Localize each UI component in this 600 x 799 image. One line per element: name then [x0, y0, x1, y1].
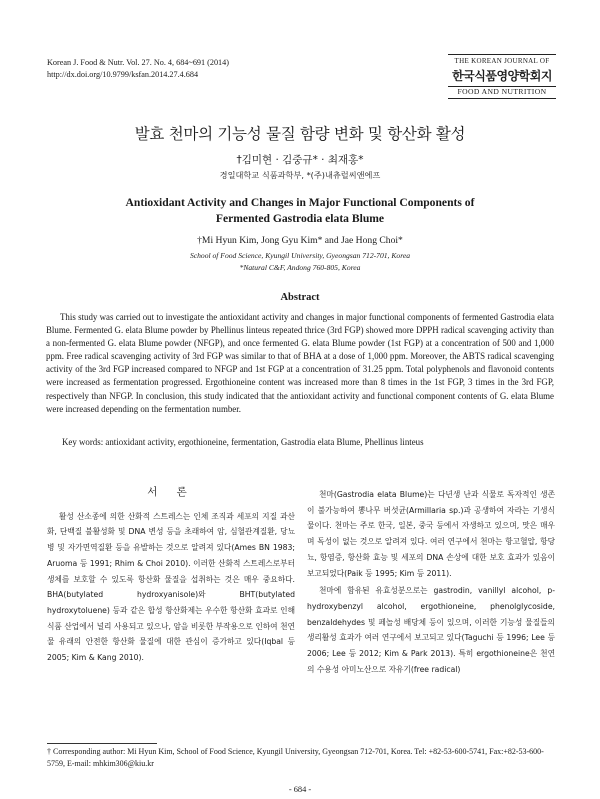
journal-logo — [448, 54, 556, 99]
keywords: Key words: antioxidant activity, ergothioneine, fermentation, Gastrodia elata Blume, Phellinus linteus — [62, 437, 424, 447]
intro-paragraph: 활성 산소종에 의한 산화적 스트레스는 인체 조직과 세포의 지질 과산화, 단백질 불활성화 및 DNA 변성 등을 초래하여 암, 심혈관계질환, 당뇨병 및 자가면역질환 등을 유발하는 것으로 알려져 있다(Ames BN 1983; Aruoma 등 1991; Rhim & Choi 2010). 이러한 산화적 스트레스로부터 생체를 보호할 수 있도록 항산화 물질을 섭취하는 것은 매우 중요하다. BHA(butylated hydroxyanisole)와 BHT(butylated hydroxytoluene) 등과 같은 합성 항산화제는 우수한 항산화 효과로 인해 식품 산업에서 널리 사용되고 있으나, 암을 비롯한 부작용으로 인하여 천연물 유래의 안전한 항산화 물질에 대한 관심이 증가하고 있다(Iqbal 등 2005; Kim & Kang 2010). — [47, 511, 295, 663]
journal-citation — [47, 57, 229, 81]
korean-authors: †김미현 · 김중규* · 최재홍* — [236, 154, 364, 166]
english-title — [0, 195, 600, 227]
journal-logo-rule-top — [448, 54, 556, 55]
intro-paragraph: 천마(Gastrodia elata Blume)는 다년생 난과 식물로 독자적인 생존이 불가능하여 뽕나무 버섯균(Armillaria sp.)과 공생하여 자라는 기생식물이다. 천마는 주로 한국, 일본, 중국 등에서 자생하고 있으며, 맛은 매우며 독성이 없는 것으로 알려져 있다. 여러 연구에서 천마는 항고혈압, 항당뇨, 항염증, 항산화 효능 및 세포의 DNA 손상에 대한 보호 효과가 있음이 보고되었다(Paik 등 1995; Kim 등 2011). — [307, 490, 555, 578]
citation-line: Korean J. Food & Nutr. Vol. 27. No. 4, 684~691 (2014) — [47, 58, 229, 67]
corresponding-author-footnote: † Corresponding author: Mi Hyun Kim, School of Food Science, Kyungil University, Gyeongsan 712-701, Korea. Tel: +82-53-600-5741, Fax:+82-53-600-5759, E-mail: mhkim306@kiu.kr — [47, 747, 544, 768]
journal-name-korean: 한국식품영양학회지 — [452, 69, 552, 83]
english-affiliation-2: *Natural C&F, Andong 760-805, Korea — [239, 263, 361, 272]
english-authors: †Mi Hyun Kim, Jong Gyu Kim* and Jae Hong Choi* — [197, 235, 403, 246]
journal-name-bottom: FOOD AND NUTRITION — [457, 87, 547, 96]
journal-name-top: THE KOREAN JOURNAL OF — [454, 57, 550, 65]
english-title-line1: Antioxidant Activity and Changes in Major Functional Components of — [125, 196, 475, 209]
body-column-right — [307, 487, 555, 679]
korean-affiliation: 경일대학교 식품과학부, *(주)내츄럴씨앤에프 — [219, 170, 381, 180]
journal-logo-rule-bottom — [448, 98, 556, 99]
doi-link[interactable]: http://dx.doi.org/10.9799/ksfan.2014.27.4.684 — [47, 70, 199, 79]
abstract-heading: Abstract — [280, 292, 320, 303]
section-heading-introduction: 서 론 — [147, 486, 195, 498]
intro-paragraph: 천마에 함유된 유효성분으로는 gastrodin, vanillyl alcohol, p-hydroxybenzyl alcohol, ergothioneine, phenolglycoside, benzaldehydes 및 페놀성 배당체 등이 있으며, 이러한 기능성 물질들의 생리활성 효과가 여러 연구에서 보고되고 있다(Taguchi 등 1996; Lee 등 2006; Lee 등 2012; Kim & Park 2013). 특히 ergothioneine은 천연의 수용성 아미노산으로 자유기(free radical) — [307, 586, 555, 674]
abstract-text: This study was carried out to investigate the antioxidant activity and changes in major functional components of fermented Gastrodia elata Blume. Fermented G. elata Blume powder by Phellinus linteus repeated thrice (3rd FGP) showed more DPPH radical scavenging activity than a non-fermented G. elata Blume powder (NFGP), and once fermented G. elata Blume powder (1st FGP) at a concentration of 500 and 1,000 ppm. Free radical scavenging activity of 3rd FGP was similar to that of BHA at a dose of 1,000 ppm. Moreover, the ABTS radical scavenging activity of the 3rd FGP increased compared to NFGP and 1st FGP at a concentration of 31.25 ppm. Total polyphenols and flavonoid contents were increased as fermentation progressed. Ergothioneine content was increased more than 8 times in the 1st FGP, 3 times in the 3rd FGP, respectively than NFGP. In conclusion, this study indicated that the antioxidant activity and functional component contents of G. elata Blume were increased depending on the fermentation number. — [46, 312, 554, 414]
english-title-line2: Fermented Gastrodia elata Blume — [215, 212, 385, 225]
english-affiliation-1: School of Food Science, Kyungil University, Gyeongsan 712-701, Korea — [189, 251, 411, 260]
body-column-left — [47, 487, 295, 668]
page-number: - 684 - — [288, 785, 312, 794]
korean-title: 발효 천마의 기능성 물질 함량 변화 및 항산화 활성 — [134, 125, 466, 143]
footnote-divider — [47, 743, 157, 744]
